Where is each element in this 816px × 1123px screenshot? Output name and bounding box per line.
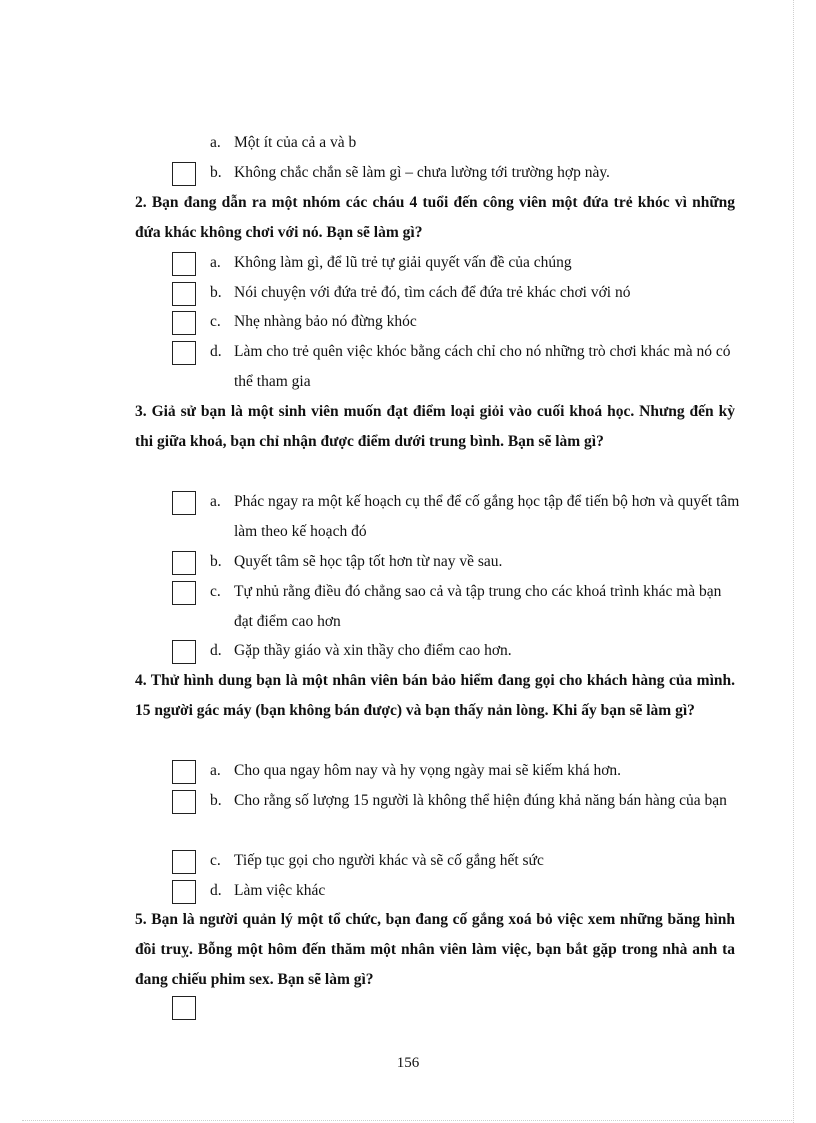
option-letter: b. xyxy=(210,284,222,301)
option-letter: c. xyxy=(210,852,221,869)
question-2-text: 2. Bạn đang dẫn ra một nhóm các cháu 4 tuổi đến công viên một đứa trẻ khóc vì những đứa khác không chơi với nó. Bạn sẽ làm gì? xyxy=(135,194,735,241)
page-number: 156 xyxy=(396,1055,420,1071)
option-text: Làm cho trẻ quên việc khóc bằng cách chỉ cho nó những trò chơi khác mà nó có thể tham gia xyxy=(234,343,731,390)
option-letter: b. xyxy=(210,553,222,570)
answer-checkbox[interactable] xyxy=(172,551,196,575)
option-text: Cho rằng số lượng 15 người là không thể hiện đúng khả năng bán hàng của bạn xyxy=(234,792,727,809)
option-text: Nhẹ nhàng bảo nó đừng khóc xyxy=(234,313,417,330)
option-letter: b. xyxy=(210,792,222,809)
option-text: Phác ngay ra một kế hoạch cụ thể để cố gắng học tập để tiến bộ hơn và quyết tâm làm theo kế hoạch đó xyxy=(234,493,740,540)
option-letter: c. xyxy=(210,313,221,330)
page-edge-right xyxy=(793,0,794,1123)
answer-checkbox[interactable] xyxy=(172,790,196,814)
option-text: Tiếp tục gọi cho người khác và sẽ cố gắng hết sức xyxy=(234,852,544,869)
answer-checkbox[interactable] xyxy=(172,760,196,784)
option-letter: a. xyxy=(210,493,221,510)
option-text: Không làm gì, để lũ trẻ tự giải quyết vấn đề của chúng xyxy=(234,254,572,271)
option-letter: d. xyxy=(210,882,222,899)
option-letter: a. xyxy=(210,254,221,271)
answer-checkbox[interactable] xyxy=(172,850,196,874)
answer-checkbox[interactable] xyxy=(172,581,196,605)
option-letter: b. xyxy=(210,164,222,181)
answer-checkbox[interactable] xyxy=(172,252,196,276)
option-letter: a. xyxy=(210,762,221,779)
option-letter: c. xyxy=(210,583,221,600)
question-3-text: 3. Giả sử bạn là một sinh viên muốn đạt điểm loại giỏi vào cuối khoá học. Nhưng đến kỳ thi giữa khoá, bạn chỉ nhận được điểm dưới trung bình. Bạn sẽ làm gì? xyxy=(135,403,735,450)
option-text: Làm việc khác xyxy=(234,882,326,899)
option-letter: d. xyxy=(210,642,222,659)
answer-checkbox[interactable] xyxy=(172,996,196,1020)
question-4-text: 4. Thử hình dung bạn là một nhân viên bán bảo hiểm đang gọi cho khách hàng của mình. 15 người gác máy (bạn không bán được) và bạn thấy nản lòng. Khi ấy bạn sẽ làm gì? xyxy=(135,672,735,719)
option-text: Nói chuyện với đứa trẻ đó, tìm cách để đứa trẻ khác chơi với nó xyxy=(234,284,631,301)
option-letter: a. xyxy=(210,134,221,151)
answer-checkbox[interactable] xyxy=(172,162,196,186)
answer-checkbox[interactable] xyxy=(172,341,196,365)
page-edge-bottom xyxy=(22,1120,794,1121)
option-text: Một ít của cả a và b xyxy=(234,134,357,151)
option-letter: d. xyxy=(210,343,222,360)
option-text: Tự nhủ rằng điều đó chẳng sao cả và tập trung cho các khoá trình khác mà bạn đạt điểm cao hơn xyxy=(234,583,722,630)
answer-checkbox[interactable] xyxy=(172,491,196,515)
option-text: Gặp thầy giáo và xin thầy cho điểm cao hơn. xyxy=(234,642,512,659)
option-text: Cho qua ngay hôm nay và hy vọng ngày mai sẽ kiếm khá hơn. xyxy=(234,762,622,779)
answer-checkbox[interactable] xyxy=(172,311,196,335)
answer-checkbox[interactable] xyxy=(172,282,196,306)
question-5-text: 5. Bạn là người quản lý một tổ chức, bạn đang cố gắng xoá bỏ việc xem những băng hình đồi truỵ. Bỗng một hôm đến thăm một nhân viên làm việc, bạn bắt gặp trong nhà anh ta đang chiếu phim sex. Bạn sẽ làm gì? xyxy=(135,911,735,988)
option-text: Quyết tâm sẽ học tập tốt hơn từ nay về sau. xyxy=(234,553,503,570)
answer-checkbox[interactable] xyxy=(172,640,196,664)
answer-checkbox[interactable] xyxy=(172,880,196,904)
option-text: Không chắc chắn sẽ làm gì – chưa lường tới trường hợp này. xyxy=(234,164,610,181)
